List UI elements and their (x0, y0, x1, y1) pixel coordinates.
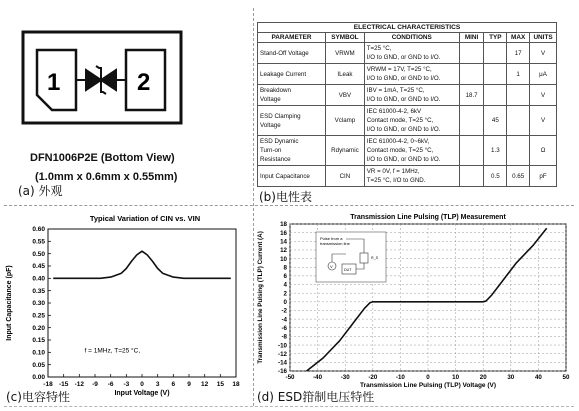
table-row (258, 166, 557, 187)
table-row (258, 106, 557, 136)
cell-typ: 0.5 (484, 166, 507, 187)
y-tick-label: 0.50 (32, 250, 45, 258)
cell-min (459, 43, 484, 64)
cell-conditions (364, 64, 459, 85)
cell-conditions (364, 166, 459, 187)
y-tick-label: 0.60 (32, 226, 45, 234)
electrical-characteristics-table (257, 22, 557, 187)
cell-typ: 45 (484, 106, 507, 136)
parameter-line: Voltage (260, 96, 281, 103)
cell-unit: V (530, 85, 557, 106)
inset-label: transmission line (320, 241, 350, 246)
x-tick-label: 9 (187, 381, 191, 388)
cell-parameter (258, 106, 326, 136)
y-tick-label: -6 (281, 324, 287, 332)
y-tick-label: 0.20 (32, 324, 45, 332)
cell-typ (484, 64, 507, 85)
cell-unit: V (530, 43, 557, 64)
y-tick-label: 0.40 (32, 275, 45, 283)
cell-unit: pF (530, 166, 557, 187)
x-tick-label: -20 (368, 374, 378, 381)
y-tick-label: 6 (283, 273, 287, 281)
capacitance-chart (0, 206, 253, 406)
x-tick-label: 30 (507, 374, 515, 381)
x-tick-label: -50 (285, 374, 295, 381)
parameter-line: Turn-on (260, 147, 282, 154)
tlp-circuit-inset (316, 232, 386, 282)
caption-d: (d) ESD箝制电压特性 (257, 390, 375, 404)
cell-symbol: ILeak (326, 64, 365, 85)
cell-min (459, 166, 484, 187)
capacitance-series-line (53, 251, 231, 278)
y-tick-label: -10 (278, 342, 287, 350)
cell-max: 1 (507, 64, 530, 85)
table-row (258, 43, 557, 64)
cell-max (507, 136, 530, 166)
y-tick-label: 0.10 (32, 349, 45, 357)
x-axis-label: Transmission Line Pulsing (TLP) Voltage (V) (359, 382, 497, 389)
condition-line: I/O to GND, or GND to I/O. (366, 126, 441, 133)
y-tick-label: -16 (278, 368, 287, 376)
cell-max: 0.65 (507, 166, 530, 187)
y-tick-label: -2 (281, 307, 287, 315)
chart-annotation: f = 1MHz, T=25 °C, (84, 347, 141, 355)
x-tick-label: -18 (43, 381, 53, 388)
condition-line: IBV = 1mA, T=25 °C, (366, 87, 425, 94)
x-tick-label: -10 (395, 374, 405, 381)
parameter-line: Breakdown (260, 87, 291, 94)
y-axis-label: Input Capacitance (pF) (6, 265, 13, 341)
y-tick-label: 0.35 (32, 287, 45, 295)
condition-line: T=25 °C, I/O to GND. (366, 177, 426, 184)
cell-unit: V (530, 106, 557, 136)
x-tick-label: 10 (452, 374, 460, 381)
cell-typ (484, 43, 507, 64)
y-tick-label: 2 (283, 290, 287, 298)
cell-conditions (364, 43, 459, 64)
condition-line: I/O to GND, or GND to I/O. (366, 96, 441, 103)
cell-max: 17 (507, 43, 530, 64)
x-tick-label: 50 (562, 374, 570, 381)
x-tick-label: 3 (155, 381, 160, 388)
cell-min (459, 106, 484, 136)
cell-symbol: CIN (326, 166, 365, 187)
table-panel (257, 22, 557, 204)
col-min: MINI (459, 33, 484, 43)
x-tick-label: 0 (140, 381, 144, 388)
package-panel (0, 0, 253, 205)
col-max: MAX (507, 33, 530, 43)
cell-max (507, 106, 530, 136)
col-units: UNITS (530, 33, 557, 43)
x-tick-label: 0 (426, 374, 430, 381)
cell-max (507, 85, 530, 106)
condition-line: I/O to GND, or GND to I/O. (366, 156, 441, 163)
pin-2-label: 2 (137, 69, 151, 96)
inset-source-label: V (330, 264, 333, 269)
pin-1-label: 1 (47, 69, 61, 96)
y-tick-label: 10 (280, 255, 287, 263)
parameter-line: Input Capacitance (260, 172, 310, 180)
y-axis-label: Transmission Line Pulsing (TLP) Current (A) (257, 231, 264, 364)
table-title: ELECTRICAL CHARACTERISTICS (258, 23, 557, 33)
x-tick-label: -6 (107, 381, 114, 388)
table-header-row (258, 33, 557, 43)
y-tick-label: 16 (280, 229, 287, 237)
inset-resistor-label: R_S (371, 256, 378, 260)
caption-c: (c)电容特性 (6, 390, 70, 404)
cell-parameter (258, 43, 326, 64)
col-symbol: SYMBOL (326, 33, 365, 43)
condition-line: Contact mode, T=25 °C, (366, 147, 434, 154)
y-tick-label: 8 (283, 264, 287, 272)
caption-a: (a) 外观 (18, 184, 63, 198)
x-tick-label: 20 (479, 374, 487, 381)
condition-line: T=25 °C, (366, 45, 392, 52)
y-tick-label: 18 (280, 221, 287, 229)
cell-typ (484, 85, 507, 106)
tvs-diode-symbol (76, 66, 126, 94)
y-tick-label: 4 (283, 281, 287, 289)
inset-dut-label: DUT (344, 268, 352, 272)
chart-title: Transmission Line Pulsing (TLP) Measurement (350, 214, 506, 221)
cell-parameter (258, 85, 326, 106)
y-tick-label: 0.15 (32, 337, 45, 345)
parameter-line: ESD Clamping (260, 112, 301, 120)
col-conditions: CONDITIONS (364, 33, 459, 43)
cell-min (459, 136, 484, 166)
y-tick-label: 0.30 (32, 300, 45, 308)
x-tick-label: 15 (216, 381, 224, 388)
y-tick-label: 0 (283, 299, 287, 307)
x-tick-label: -3 (123, 381, 130, 388)
x-axis-label: Input Voltage (V) (114, 390, 170, 397)
parameter-line: Stand-Off Voltage (260, 49, 309, 57)
parameter-line: Leakage Current (260, 70, 307, 78)
y-tick-label: 0.05 (32, 361, 45, 369)
cell-parameter (258, 64, 326, 85)
y-tick-label: 0.00 (32, 374, 45, 382)
cell-symbol: VBV (326, 85, 365, 106)
y-tick-label: 14 (280, 238, 287, 246)
cell-typ: 1.3 (484, 136, 507, 166)
condition-line: IEC 61000-4-2, 6kV (366, 108, 422, 115)
y-tick-label: -12 (278, 350, 287, 358)
package-drawing (0, 0, 253, 150)
condition-line: VR = 0V, f = 1MHz, (366, 168, 420, 175)
col-parameter: PARAMETER (258, 33, 326, 43)
cell-conditions (364, 85, 459, 106)
bottom-divider (4, 406, 574, 407)
tlp-chart (254, 206, 576, 406)
parameter-line: Voltage (260, 121, 281, 129)
table-row (258, 136, 557, 166)
y-tick-label: 0.45 (32, 263, 45, 271)
table-row (258, 64, 557, 85)
capacitance-panel (0, 206, 253, 406)
cell-unit: μA (530, 64, 557, 85)
package-dimensions: (1.0mm x 0.6mm x 0.55mm) (35, 171, 178, 183)
x-tick-label: -15 (58, 381, 69, 388)
y-tick-label: 0.25 (32, 312, 45, 320)
y-tick-label: -8 (281, 333, 287, 341)
x-tick-label: -40 (313, 374, 323, 381)
cell-symbol: Vclamp (326, 106, 365, 136)
inset-label: Pulse from a (320, 236, 343, 241)
x-tick-label: -12 (74, 381, 85, 388)
y-tick-label: 0.55 (32, 238, 45, 246)
cell-parameter (258, 136, 326, 166)
x-tick-label: 18 (232, 381, 240, 388)
condition-line: Contact mode, T=25 °C, (366, 117, 434, 124)
parameter-line: ESD Dynamic (260, 138, 299, 145)
condition-line: I/O to GND, or GND to I/O. (366, 75, 441, 82)
x-tick-label: -9 (92, 381, 98, 388)
condition-line: I/O to GND, or GND to I/O. (366, 54, 441, 61)
x-tick-label: -30 (340, 374, 350, 381)
condition-line: VRWM = 17V, T=25 °C, (366, 66, 432, 73)
col-typ: TYP (484, 33, 507, 43)
x-tick-label: 6 (171, 381, 176, 388)
cell-min (459, 64, 484, 85)
x-tick-label: 40 (534, 374, 542, 381)
caption-b: (b)电性表 (259, 190, 312, 204)
package-title: DFN1006P2E (Bottom View) (30, 152, 175, 164)
table-body (258, 43, 557, 187)
y-tick-label: -14 (278, 359, 287, 367)
tlp-panel (254, 206, 576, 406)
table-row (258, 85, 557, 106)
cell-parameter (258, 166, 326, 187)
y-tick-label: 12 (280, 247, 287, 255)
condition-line: IEC 61000-4-2, 0~6kV, (366, 138, 430, 145)
cell-conditions (364, 136, 459, 166)
x-tick-label: 12 (201, 381, 209, 388)
cell-min: 18.7 (459, 85, 484, 106)
cell-symbol: Rdynamic (326, 136, 365, 166)
y-tick-label: -4 (281, 316, 287, 324)
cell-unit: Ω (530, 136, 557, 166)
chart-title: Typical Variation of CIN vs. VIN (89, 214, 201, 223)
cell-symbol: VRWM (326, 43, 365, 64)
cell-conditions (364, 106, 459, 136)
parameter-line: Resistance (260, 156, 291, 163)
